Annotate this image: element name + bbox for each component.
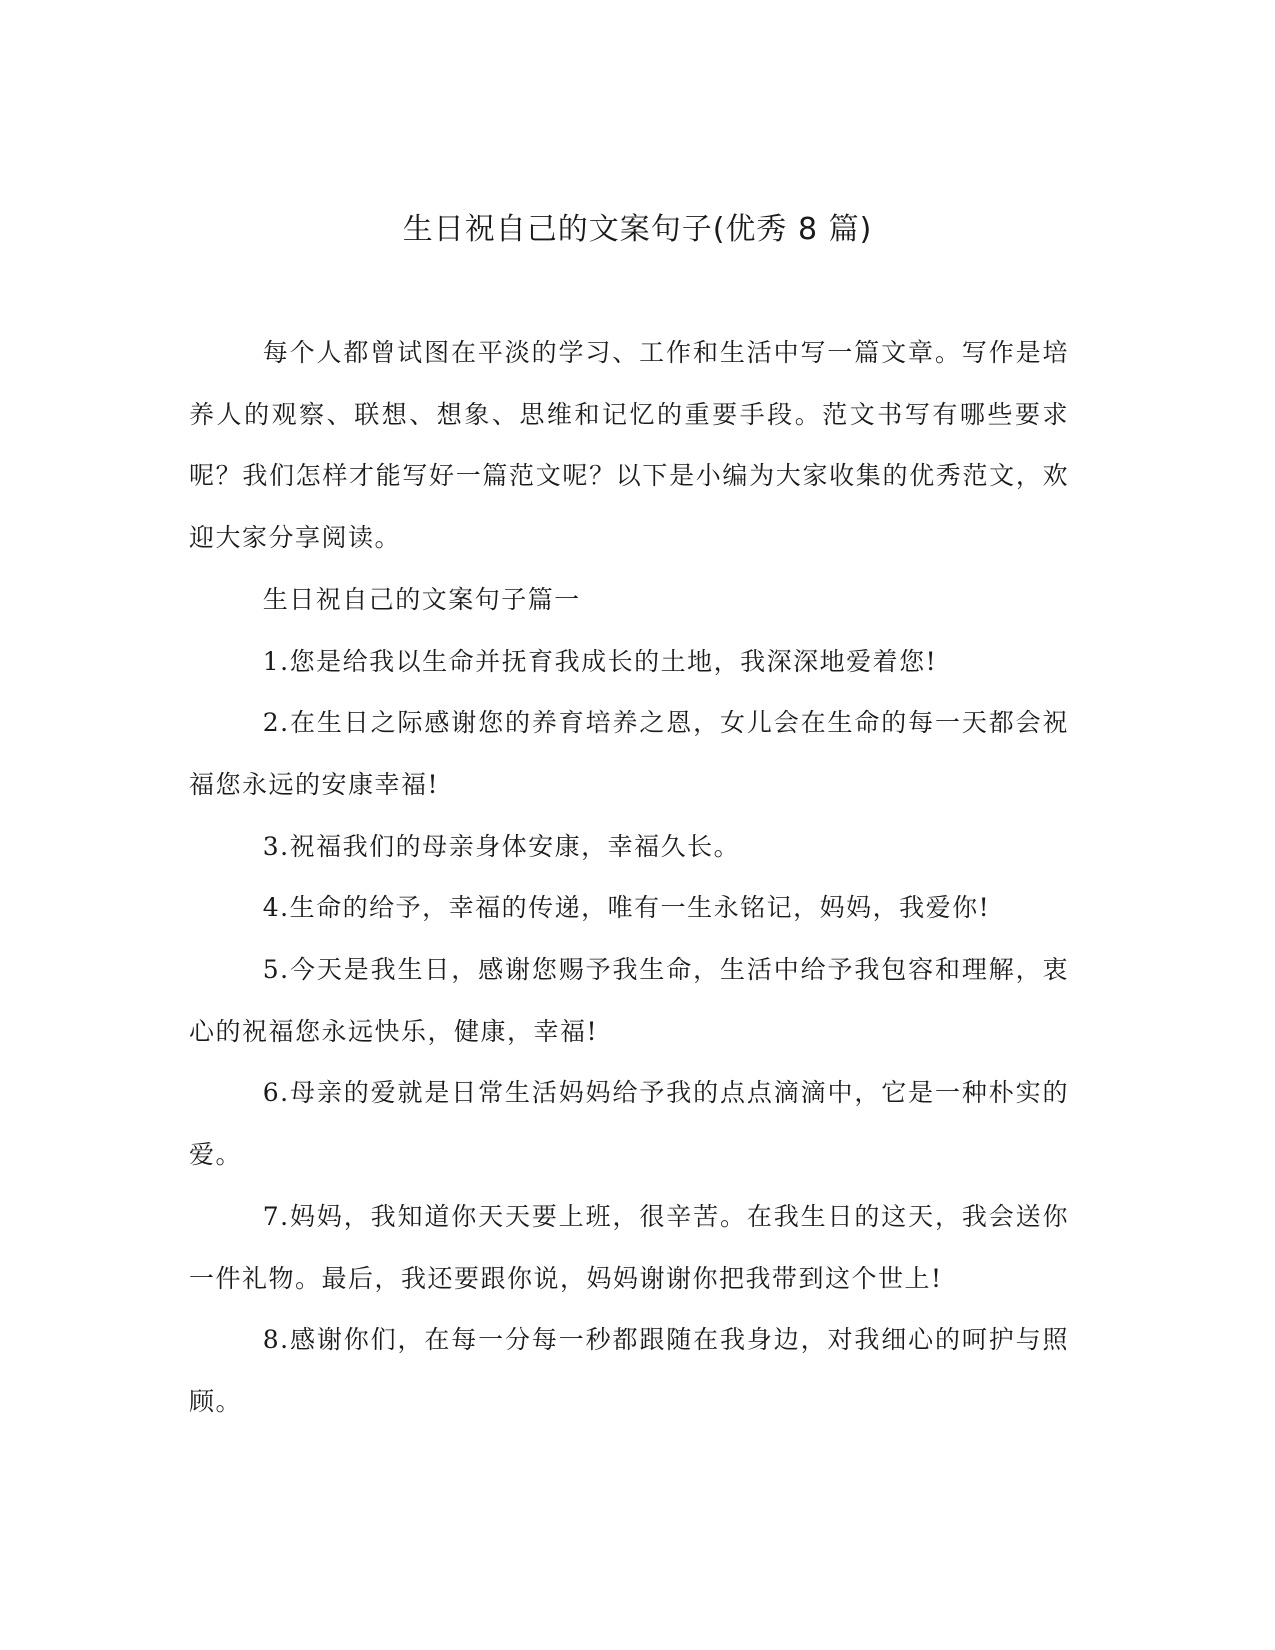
list-item: 4.生命的给予，幸福的传递，唯有一生永铭记，妈妈，我爱你!	[262, 893, 991, 923]
list-item: 3.祝福我们的母亲身体安康，幸福久长。	[262, 831, 741, 861]
intro-paragraph: 每个人都曾试图在平淡的学习、工作和生活中写一篇文章。写作是培养人的观察、联想、想象、思维和记忆的重要手段。范文书写有哪些要求呢？我们怎样才能写好一篇范文呢？以下是小编为大家收集的优秀范文，欢迎大家分享阅读。	[189, 338, 1069, 553]
list-item: 5.今天是我生日，感谢您赐予我生命，生活中给予我包容和理解，衷心的祝福您永远快乐，健康，幸福!	[189, 955, 1069, 1046]
list-item: 1.您是给我以生命并抚育我成长的土地，我深深地爱着您!	[262, 646, 938, 676]
list-item: 7.妈妈，我知道你天天要上班，很辛苦。在我生日的这天，我会送你一件礼物。最后，我还要跟你说，妈妈谢谢你把我带到这个世上!	[189, 1201, 1069, 1293]
section-heading: 生日祝自己的文案句子篇一	[262, 584, 581, 614]
document-body	[189, 322, 1069, 1433]
document-title: 生日祝自己的文案句子(优秀 8 篇)	[402, 212, 873, 247]
list-item: 8.感谢你们，在每一分每一秒都跟随在我身边，对我细心的呵护与照顾。	[189, 1325, 1069, 1416]
list-item: 6.母亲的爱就是日常生活妈妈给予我的点点滴滴中，它是一种朴实的爱。	[189, 1078, 1069, 1170]
list-item: 2.在生日之际感谢您的养育培养之恩，女儿会在生命的每一天都会祝福您永远的安康幸福!	[189, 708, 1069, 799]
